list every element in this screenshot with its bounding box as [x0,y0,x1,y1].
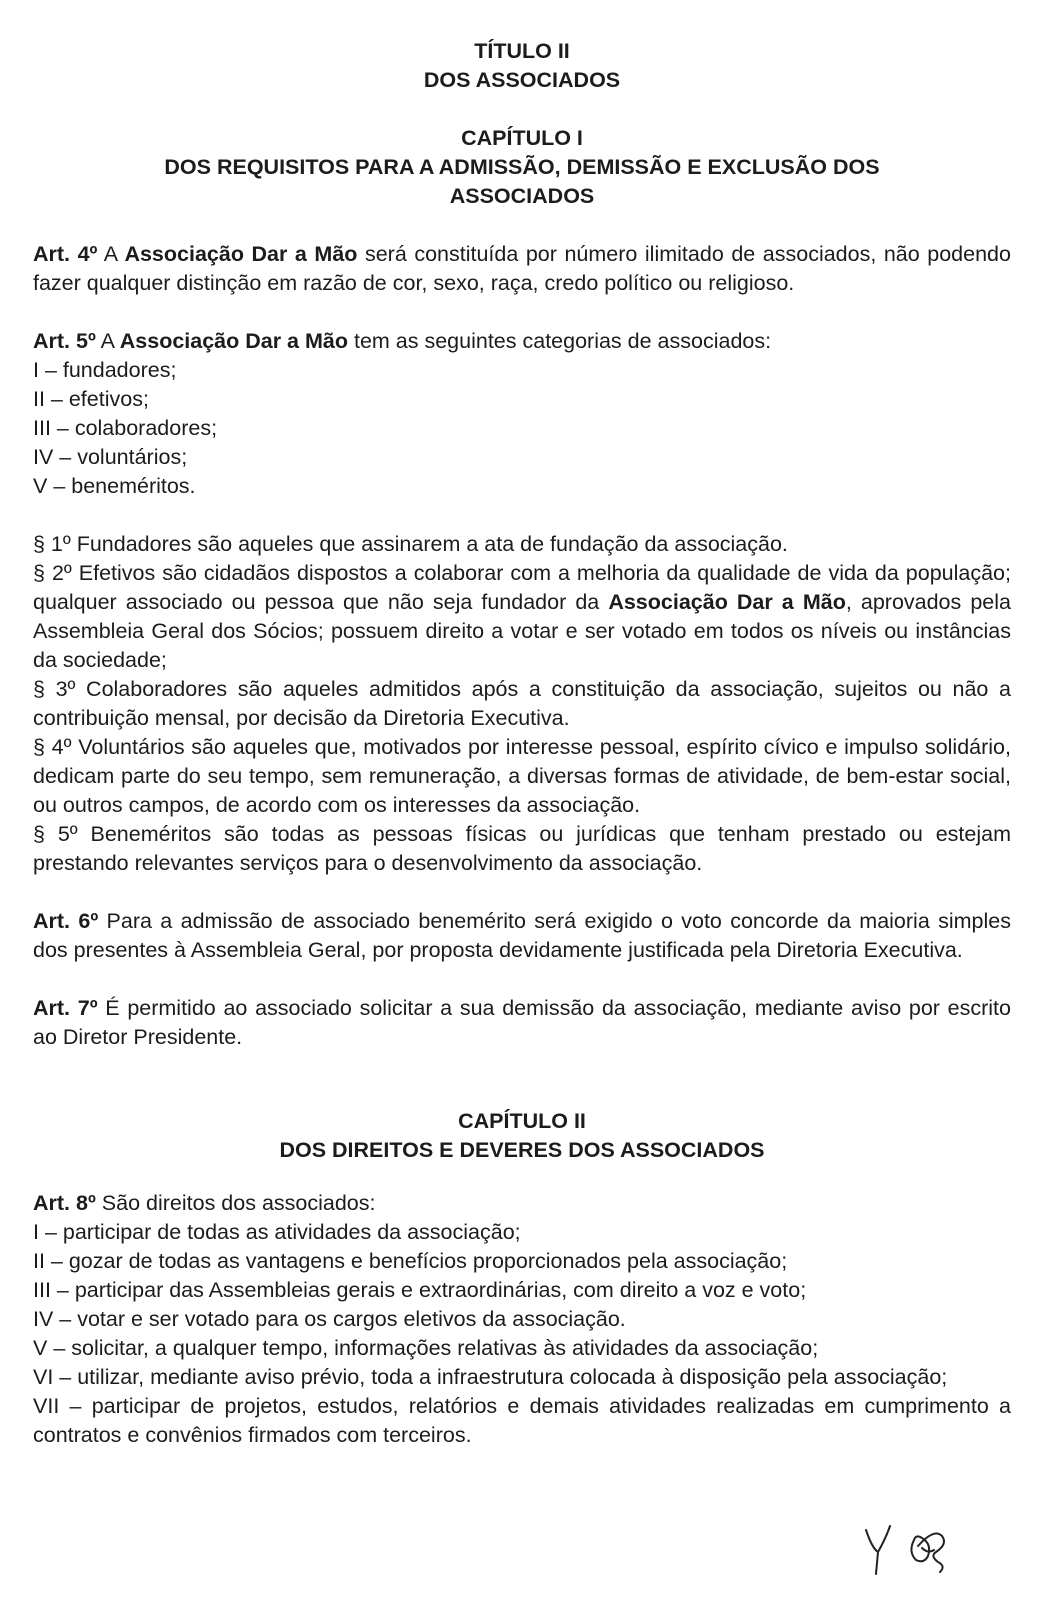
art8-item: V – solicitar, a qualquer tempo, informações relativas às atividades da associação; [33,1336,819,1360]
art5-text: tem as seguintes categorias de associados: [353,329,772,353]
capitulo1-name-line1: DOS REQUISITOS PARA A ADMISSÃO, DEMISSÃO E EXCLUSÃO DOS [164,155,880,179]
capitulo2-label: CAPÍTULO II [458,1109,586,1133]
paragraph-2-pre: § 2º Efetivos são cidadãos dispostos a colaborar com a melhoria da qualidade de vida da população; qualquer associado ou pessoa que não seja fundador da [33,561,1011,614]
art4-number: Art. 4º [33,242,98,266]
art5-item: III – colaboradores; [33,416,218,440]
art7-number: Art. 7º [33,996,98,1020]
art5-entity: Associação Dar a Mão [119,329,348,353]
art8-item: I – participar de todas as atividades da associação; [33,1220,521,1244]
capitulo1-label: CAPÍTULO I [461,126,583,150]
paragraph-2-post: , aprovados pela Assembleia Geral dos Sócios; possuem direito a votar e ser votado em todos os níveis ou instâncias da sociedade; [33,590,1011,672]
paragraph-3: § 3º Colaboradores são aqueles admitidos após a constituição da associação, sujeitos ou não a contribuição mensal, por decisão da Diretoria Executiva. [33,677,1011,730]
paragraph-4: § 4º Voluntários são aqueles que, motivados por interesse pessoal, espírito cívico e impulso solidário, dedicam parte do seu tempo, sem remuneração, a diversas formas de atividade, de bem-estar social, ou outros campos, de acordo com os interesses da associação. [33,735,1011,817]
art8-paragraph [33,1189,1011,1218]
art4-text: será constituída por número ilimitado de associados, não podendo fazer qualquer distinção em razão de cor, sexo, raça, credo político ou religioso. [33,242,1011,295]
art5-item: II – efetivos; [33,387,149,411]
initials-signature [862,1518,972,1578]
paragraph-5: § 5º Beneméritos são todas as pessoas físicas ou jurídicas que tenham prestado ou estejam prestando relevantes serviços para o desenvolvimento da associação. [33,822,1011,875]
paragraph-2 [33,559,1011,675]
art5-item: V – beneméritos. [33,474,196,498]
art7-paragraph [33,994,1011,1052]
art5-number: Art. 5º [33,329,96,353]
art8-item: III – participar das Assembleias gerais e extraordinárias, com direito a voz e voto; [33,1278,807,1302]
art4-entity: Associação Dar a Mão [124,242,358,266]
art4-paragraph [33,240,1011,298]
capitulo2-name: DOS DIREITOS E DEVERES DOS ASSOCIADOS [279,1138,765,1162]
document-page [33,37,1011,1450]
art5-item: I – fundadores; [33,358,177,382]
art8-item: VII – participar de projetos, estudos, relatórios e demais atividades realizadas em cumprimento a contratos e convênios firmados com terceiros. [33,1394,1011,1447]
art4-pre: A [103,242,117,266]
art5-paragraph [33,327,1011,356]
art8-text: São direitos dos associados: [101,1191,376,1215]
paragraph-2-entity: Associação Dar a Mão [608,590,846,614]
paragraph-1: § 1º Fundadores são aqueles que assinarem a ata de fundação da associação. [33,532,788,556]
art8-number: Art. 8º [33,1191,96,1215]
art8-item: II – gozar de todas as vantagens e benefícios proporcionados pela associação; [33,1249,788,1273]
art5-pre: A [100,329,114,353]
titulo-label: TÍTULO II [474,39,570,63]
art8-item: VI – utilizar, mediante aviso prévio, toda a infraestrutura colocada à disposição pela associação; [33,1365,948,1389]
art7-text: É permitido ao associado solicitar a sua demissão da associação, mediante aviso por escrito ao Diretor Presidente. [33,996,1011,1049]
capitulo1-name-line2: ASSOCIADOS [449,184,595,208]
art6-number: Art. 6º [33,909,99,933]
art6-text: Para a admissão de associado benemérito será exigido o voto concorde da maioria simples dos presentes à Assembleia Geral, por proposta devidamente justificada pela Diretoria Executiva. [33,909,1011,962]
art8-item: IV – votar e ser votado para os cargos eletivos da associação. [33,1307,626,1331]
art6-paragraph [33,907,1011,965]
titulo-name: DOS ASSOCIADOS [423,68,621,92]
art5-item: IV – voluntários; [33,445,188,469]
